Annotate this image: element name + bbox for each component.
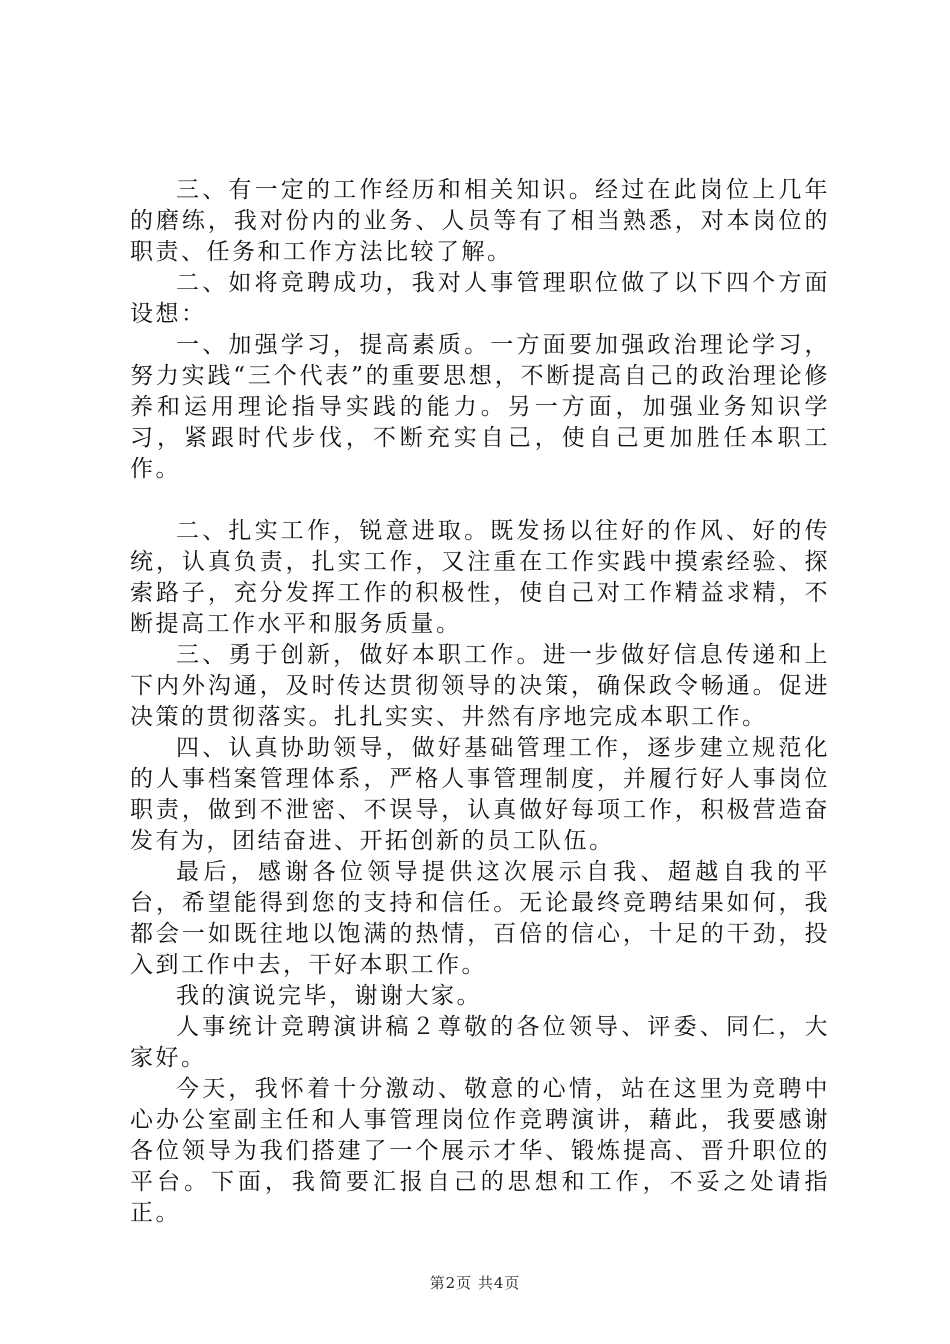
document-body: [130, 175, 830, 1229]
paragraph: 一、加强学习，提高素质。一方面要加强政治理论学习，努力实践“三个代表”的重要思想，不断提高自己的政治理论修养和运用理论指导实践的能力。另一方面，加强业务知识学习，紧跟时代步伐，不断充实自己，使自己更加胜任本职工作。: [130, 332, 830, 482]
paragraph: 二、扎实工作，锐意进取。既发扬以往好的作风、好的传统，认真负责，扎实工作，又注重在工作实践中摸索经验、探索路子，充分发挥工作的积极性，使自己对工作精益求精，不断提高工作水平和服务质量。: [130, 518, 830, 637]
paragraph: 我的演说完毕，谢谢大家。: [176, 983, 482, 1009]
paragraph: 二、如将竞聘成功，我对人事管理职位做了以下四个方面设想：: [130, 270, 830, 327]
paragraph: 人事统计竞聘演讲稿２尊敬的各位领导、评委、同仁，大家好。: [130, 1014, 830, 1071]
page-number-footer: 第2页 共4页: [429, 1274, 521, 1292]
paragraph: 最后，感谢各位领导提供这次展示自我、超越自我的平台，希望能得到您的支持和信任。无论最终竞聘结果如何，我都会一如既往地以饱满的热情，百倍的信心，十足的干劲，投入到工作中去，干好本职工作。: [130, 859, 830, 978]
paragraph: 四、认真协助领导，做好基础管理工作，逐步建立规范化的人事档案管理体系，严格人事管理制度，并履行好人事岗位职责，做到不泄密、不误导，认真做好每项工作，积极营造奋发有为，团结奋进、开拓创新的员工队伍。: [130, 735, 830, 854]
paragraph: 三、有一定的工作经历和相关知识。经过在此岗位上几年的磨练，我对份内的业务、人员等有了相当熟悉，对本岗位的职责、任务和工作方法比较了解。: [130, 177, 830, 265]
paragraph: 三、勇于创新，做好本职工作。进一步做好信息传递和上下内外沟通，及时传达贯彻领导的决策，确保政令畅通。促进决策的贯彻落实。扎扎实实、井然有序地完成本职工作。: [130, 642, 830, 730]
paragraph: 今天，我怀着十分激动、敬意的心情，站在这里为竞聘中心办公室副主任和人事管理岗位作竞聘演讲，藉此，我要感谢各位领导为我们搭建了一个展示才华、锻炼提高、晋升职位的平台。下面，我简要汇报自己的思想和工作，不妥之处请指正。: [130, 1076, 830, 1226]
